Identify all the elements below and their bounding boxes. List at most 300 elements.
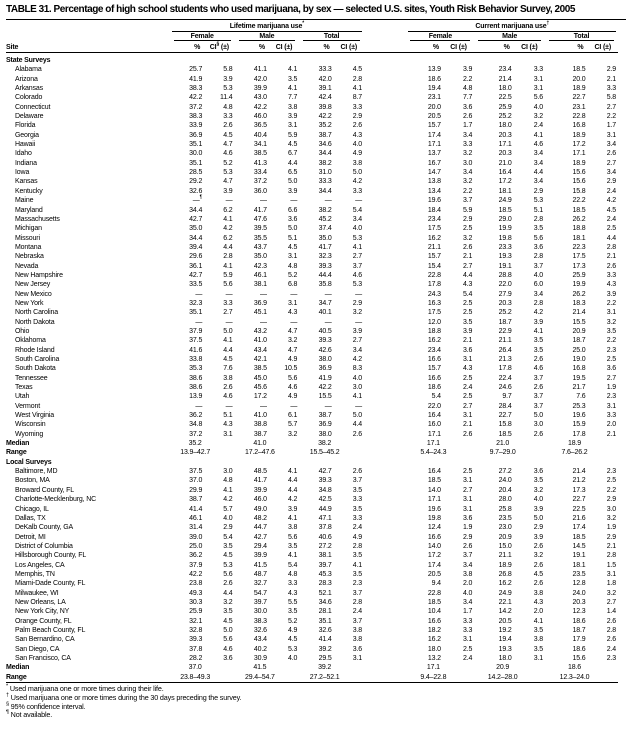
current-male-ci: 2.6: [533, 542, 544, 550]
lifetime-male-ci: 4.6: [287, 384, 298, 392]
current-female-pct: 16.6: [427, 617, 441, 625]
lifetime-total-pct: 31.0: [318, 169, 332, 177]
lifetime-total-pct: —: [324, 318, 332, 326]
current-female-pct: 16.2: [427, 337, 441, 345]
column-gap: [364, 187, 406, 196]
lifetime-total-ci: —: [355, 290, 363, 298]
column-gap: [364, 392, 406, 401]
ci-header: CI§ (±): [204, 41, 234, 53]
lifetime-male-ci: 4.7: [287, 327, 298, 335]
current-female-ci: 1.7: [462, 122, 473, 130]
lifetime-total-pct: 45.3: [318, 570, 332, 578]
lifetime-male-ci: 4.9: [287, 626, 298, 634]
column-gap: [364, 20, 406, 32]
current-total-ci: 3.9: [606, 290, 616, 298]
current-male-ci: 3.7: [533, 262, 544, 270]
lifetime-male-pct: 43.7: [253, 243, 267, 251]
table-row: [6, 318, 618, 327]
lifetime-female-pct: 36.2: [189, 412, 203, 420]
column-gap: [364, 290, 406, 299]
current-female-pct: 15.7: [427, 365, 441, 373]
lifetime-total-ci: 3.1: [352, 655, 363, 662]
current-male-ci: 3.7: [533, 374, 544, 382]
column-gap: [364, 626, 406, 635]
table-row: [6, 579, 618, 588]
table-row: [6, 374, 618, 383]
lifetime-male-pct: —: [260, 318, 267, 326]
site-name: North Carolina: [15, 309, 59, 317]
current-female-ci: 3.2: [462, 150, 473, 158]
lifetime-male-pct: 38.8: [253, 421, 267, 429]
current-male-pct: 21.0: [498, 159, 512, 167]
current-total-ci: 2.7: [606, 103, 616, 111]
current-total-ci: 2.8: [606, 243, 616, 251]
lifetime-male-ci: 4.8: [287, 262, 298, 270]
lifetime-female-ci: 3.3: [223, 113, 233, 121]
table-row: [6, 505, 618, 514]
column-gap: [364, 32, 406, 41]
current-female-pct: 17.4: [427, 131, 441, 139]
table-row: [6, 420, 618, 429]
current-female-ci: 2.5: [462, 309, 473, 317]
current-female-ci: 3.3: [462, 141, 473, 149]
lifetime-male-pct: 35.5: [253, 234, 267, 242]
column-gap: [364, 168, 406, 177]
lifetime-female-pct: 25.9: [189, 608, 203, 616]
current-female-ci: 2.4: [462, 384, 473, 392]
current-female-pct: 12.4: [427, 524, 441, 532]
lifetime-female-ci: 4.5: [223, 617, 233, 625]
lifetime-female-ci: 5.9: [223, 271, 233, 279]
lifetime-total-ci: 3.8: [352, 636, 363, 644]
lifetime-total-pct: 44.9: [318, 505, 332, 513]
column-gap: [364, 486, 406, 495]
lifetime-female-pct: 38.3: [189, 113, 203, 121]
lifetime-male-ci: 4.5: [287, 243, 298, 251]
current-total-ci: 2.7: [606, 159, 616, 167]
lifetime-female-ci: 5.2: [223, 159, 233, 167]
current-male-ci: 3.6: [533, 243, 544, 251]
current-total-pct: 21.7: [572, 384, 586, 392]
lifetime-male-ci: 4.0: [287, 655, 298, 662]
current-female-ci: 2.1: [462, 421, 473, 429]
lifetime-female-ci: 4.6: [223, 645, 233, 653]
column-gap: [364, 65, 406, 74]
current-female-pct: 13.7: [427, 150, 441, 158]
current-male-ci: 3.1: [533, 75, 544, 83]
current-male-ci: 3.6: [533, 468, 544, 476]
lifetime-total-pct: 40.5: [318, 327, 332, 335]
current-female-pct: 14.0: [427, 542, 441, 550]
table-body: [6, 53, 618, 683]
site-name: Kentucky: [15, 187, 43, 195]
current-total-pct: 12.3: [572, 608, 586, 616]
lifetime-total-pct: 39.3: [318, 262, 332, 270]
lifetime-female-ci: 3.6: [223, 655, 233, 662]
lifetime-female-ci: 4.4: [223, 243, 233, 251]
lifetime-male-pct: 46.0: [253, 496, 267, 504]
lifetime-male-pct: 42.0: [253, 75, 267, 83]
current-male-ci: 3.9: [533, 533, 544, 541]
lifetime-male-ci: 3.2: [287, 337, 298, 345]
current-total-pct: 21.4: [572, 309, 586, 317]
current-female-ci: 2.6: [462, 113, 473, 121]
current-female-ci: 4.3: [462, 365, 473, 373]
lifetime-total-ci: 5.0: [352, 169, 363, 177]
current-total-ci: 4.2: [606, 197, 616, 205]
site-name: Oklahoma: [15, 337, 46, 345]
current-total-ci: 2.1: [606, 253, 616, 261]
lifetime-total-ci: 2.4: [352, 608, 363, 616]
table-row: [6, 364, 618, 373]
column-gap: [364, 149, 406, 158]
current-male-pct: 26.8: [498, 570, 512, 578]
current-male-pct: 28.8: [498, 271, 512, 279]
lifetime-male-pct: 37.2: [253, 178, 267, 186]
current-male-pct: 17.1: [498, 141, 512, 149]
column-gap: [364, 93, 406, 102]
lifetime-female-ci: 5.3: [223, 561, 233, 569]
lifetime-male-ci: 6.6: [287, 206, 298, 214]
column-gap: [364, 131, 406, 140]
table-row: [6, 243, 618, 252]
lifetime-total-ci: —: [355, 318, 363, 326]
current-male-ci: 3.2: [533, 113, 544, 121]
lifetime-female-pct: 31.4: [189, 524, 203, 532]
current-female-ci: 2.5: [462, 299, 473, 307]
current-total-ci: 2.0: [606, 421, 616, 429]
current-male-ci: 3.2: [533, 552, 544, 560]
current-male-pct: 18.5: [498, 206, 512, 214]
section-label: State Surveys: [6, 57, 51, 64]
lifetime-female-pct: 42.2: [189, 94, 203, 102]
current-total-pct: 22.5: [572, 505, 586, 513]
lifetime-female-pct: 29.2: [189, 178, 203, 186]
current-total-pct: 17.8: [572, 430, 586, 438]
site-name: Montana: [15, 243, 42, 251]
current-total-pct: 18.1: [572, 561, 586, 569]
current-female-ci: 7.7: [462, 94, 473, 102]
column-gap: [364, 346, 406, 355]
lifetime-female-ci: 4.1: [223, 262, 233, 270]
current-total-pct: 18.9: [572, 159, 586, 167]
current-female-pct: 14.0: [427, 486, 441, 494]
current-male-pct: 22.7: [498, 412, 512, 420]
lifetime-total-pct: 36.9: [318, 421, 332, 429]
lifetime-female-ci: 2.6: [223, 580, 233, 588]
current-male-pct: 21.4: [498, 75, 512, 83]
lifetime-male-ci: 7.7: [287, 94, 298, 102]
current-total-pct: 18.6: [572, 645, 586, 653]
current-male-pct: 19.9: [498, 225, 512, 233]
site-name: Maryland: [15, 206, 43, 214]
column-gap: [364, 439, 406, 448]
lifetime-female-ci: 5.3: [223, 85, 233, 93]
footnote: * Used marijuana one or more times during their life.: [6, 683, 164, 694]
current-total-ci: 2.9: [606, 496, 616, 504]
lifetime-total-pct: 40.1: [318, 309, 332, 317]
lifetime-male-ci: 3.2: [287, 430, 298, 438]
lifetime-female-pct: 37.9: [189, 561, 203, 569]
table-row: [6, 589, 618, 598]
current-female-ci: 2.5: [462, 393, 473, 401]
current-total-pct: 20.0: [572, 75, 586, 83]
lifetime-male-pct: 48.5: [253, 468, 267, 476]
lifetime-total-pct: 38.2: [318, 206, 332, 214]
current-female-ci: 3.9: [462, 66, 473, 74]
current-total-summary: 7.6–26.2: [561, 449, 588, 457]
current-female-ci: 3.9: [462, 327, 473, 335]
lifetime-male-pct: 38.3: [253, 617, 267, 625]
current-total-ci: 1.9: [606, 524, 616, 532]
subheader-lifetime-total: [299, 32, 364, 41]
table-row: [6, 523, 618, 532]
current-total-pct: 26.2: [572, 290, 586, 298]
current-female-ci: 3.4: [462, 169, 473, 177]
lifetime-male-pct: 30.9: [253, 655, 267, 662]
lifetime-total-ci: 3.8: [352, 626, 363, 634]
site-name: Orange County, FL: [15, 617, 72, 625]
lifetime-total-ci: 5.3: [352, 281, 363, 289]
lifetime-male-ci: 4.9: [287, 356, 298, 363]
current-female-pct: 22.8: [427, 589, 441, 597]
table-row: [6, 84, 618, 93]
current-female-ci: 2.1: [462, 337, 473, 345]
current-total-ci: 3.5: [606, 327, 616, 335]
current-female-pct: 19.8: [427, 514, 441, 522]
current-total-ci: 3.1: [606, 570, 616, 578]
lifetime-female-pct: 39.4: [189, 243, 203, 251]
site-name: Georgia: [15, 131, 39, 139]
current-male-ci: 4.6: [533, 365, 544, 373]
current-male-pct: 22.5: [498, 94, 512, 102]
column-gap: [364, 374, 406, 383]
current-female-ci: 2.9: [462, 533, 473, 541]
table-row: [6, 336, 618, 345]
column-gap: [364, 645, 406, 654]
current-male-ci: 4.0: [533, 496, 544, 504]
current-total-ci: 5.8: [606, 94, 616, 102]
current-total-pct: 18.7: [572, 337, 586, 345]
current-female-pct: 16.3: [427, 299, 441, 307]
lifetime-male-pct: 34.1: [253, 141, 267, 149]
site-name: Vermont: [15, 402, 41, 410]
lifetime-female-ci: 4.1: [223, 215, 233, 223]
column-gap: [364, 411, 406, 420]
lifetime-total-pct: 42.0: [318, 75, 332, 83]
column-gap: [364, 41, 406, 53]
column-gap: [364, 252, 406, 261]
current-male-pct: 20.9: [498, 533, 512, 541]
lifetime-female-pct: 42.7: [189, 271, 203, 279]
lifetime-female-ci: 5.8: [223, 66, 233, 74]
lifetime-total-ci: 2.7: [352, 337, 363, 345]
lifetime-female-pct: —¶: [192, 194, 203, 205]
column-gap: [364, 243, 406, 252]
table-row: [6, 533, 618, 542]
current-total-pct: 22.7: [572, 94, 586, 102]
current-male-pct: 19.3: [498, 253, 512, 261]
table-row: [6, 121, 618, 130]
current-total-pct: 18.1: [572, 234, 586, 242]
lifetime-male-ci: 4.1: [287, 468, 298, 476]
subheader-current-female: [406, 32, 474, 41]
lifetime-total-pct: 42.7: [318, 468, 332, 476]
lifetime-female-pct: 38.7: [189, 496, 203, 504]
current-female-pct: 20.5: [427, 570, 441, 578]
lifetime-male-ci: 3.5: [287, 75, 298, 83]
lifetime-female-pct: 36.2: [189, 552, 203, 560]
lifetime-total-ci: 2.8: [352, 75, 363, 83]
column-gap: [364, 224, 406, 233]
lifetime-total-pct: 39.7: [318, 561, 332, 569]
ci-header: CI (±): [587, 41, 618, 53]
lifetime-total-summary: 27.2–52.1: [309, 673, 340, 681]
current-female-pct: 15.7: [427, 122, 441, 130]
current-female-ci: 3.3: [462, 626, 473, 634]
column-gap: [364, 140, 406, 149]
current-male-ci: 3.5: [533, 346, 544, 354]
lifetime-total-pct: 38.0: [318, 356, 332, 363]
current-female-pct: 13.2: [427, 655, 441, 662]
current-male-pct: 18.1: [498, 187, 512, 195]
lifetime-male-pct: 38.7: [253, 430, 267, 438]
table-row: [6, 140, 618, 149]
lifetime-male-pct: 38.5: [253, 150, 267, 158]
current-male-pct: 9.7: [502, 393, 512, 401]
current-male-pct: 21.3: [498, 356, 512, 363]
table-row: [6, 65, 618, 74]
site-name: New Hampshire: [15, 271, 63, 279]
current-male-ci: 4.0: [533, 103, 544, 111]
current-total-ci: 2.2: [606, 337, 616, 345]
current-total-ci: 2.7: [606, 598, 616, 606]
current-total-ci: 2.4: [606, 215, 616, 223]
current-total-ci: 2.8: [606, 626, 616, 634]
current-male-pct: 22.0: [498, 281, 512, 289]
lifetime-total-ci: 4.0: [352, 141, 363, 149]
current-female-pct: 20.0: [427, 103, 441, 111]
current-female-ci: 2.5: [462, 225, 473, 233]
current-female-ci: 1.9: [462, 524, 473, 532]
lifetime-female-pct: 34.4: [189, 234, 203, 242]
lifetime-total-pct: —: [324, 290, 332, 298]
current-male-pct: 17.2: [498, 178, 512, 186]
current-female-ci: 2.5: [462, 645, 473, 653]
current-female-ci: 5.4: [462, 290, 473, 298]
column-gap: [364, 561, 406, 570]
current-male-pct: 24.6: [498, 384, 512, 392]
lifetime-total-ci: 2.9: [352, 299, 363, 307]
lifetime-female-pct: 25.7: [189, 66, 203, 74]
site-name: Kansas: [15, 178, 38, 186]
current-total-ci: 1.5: [606, 561, 616, 569]
lifetime-female-ci: 4.4: [223, 589, 233, 597]
current-male-ci: 4.1: [533, 617, 544, 625]
lifetime-male-ci: 5.2: [287, 617, 298, 625]
current-female-ci: 4.8: [462, 85, 473, 93]
lifetime-female-pct: 37.5: [189, 468, 203, 476]
site-name: Memphis, TN: [15, 570, 55, 578]
table-row: [6, 551, 618, 560]
lifetime-total-ci: 3.5: [352, 552, 363, 560]
current-male-ci: 3.9: [533, 318, 544, 326]
lifetime-male-pct: 42.3: [253, 262, 267, 270]
lifetime-male-ci: 4.9: [287, 393, 298, 401]
current-total-pct: 16.8: [572, 122, 586, 130]
lifetime-total-ci: 2.8: [352, 598, 363, 606]
lifetime-female-ci: 5.3: [223, 169, 233, 177]
site-name: New York: [15, 299, 44, 307]
current-female-ci: 2.2: [462, 75, 473, 83]
current-total-pct: 12.8: [572, 580, 586, 588]
lifetime-male-ci: —: [290, 197, 298, 205]
current-female-ci: 3.6: [462, 514, 473, 522]
current-female-pct: 10.4: [427, 608, 441, 616]
lifetime-total-summary: 15.5–45.2: [309, 449, 340, 457]
current-male-ci: 4.1: [533, 131, 544, 139]
lifetime-total-ci: 4.2: [352, 178, 363, 186]
current-female-pct: 13.8: [427, 178, 441, 186]
lifetime-male-ci: 4.1: [287, 552, 298, 560]
column-gap: [364, 112, 406, 121]
current-female-ci: 2.0: [462, 580, 473, 588]
current-female-ci: 3.1: [462, 477, 473, 485]
current-male-ci: 3.5: [533, 645, 544, 653]
lifetime-male-pct: 42.2: [253, 103, 267, 111]
current-female-ci: 4.4: [462, 271, 473, 279]
lifetime-male-pct: 46.1: [253, 271, 267, 279]
lifetime-male-pct: 43.4: [253, 636, 267, 644]
lifetime-total-pct: 27.2: [318, 542, 332, 550]
table-row: [6, 252, 618, 261]
current-total-ci: 2.2: [606, 486, 616, 494]
site-name: Chicago, IL: [15, 505, 49, 513]
current-male-ci: 3.5: [533, 337, 544, 345]
current-female-pct: 13.9: [427, 66, 441, 74]
table-row: [6, 570, 618, 579]
current-male-pct: 25.9: [498, 103, 512, 111]
lifetime-male-ci: 4.7: [287, 346, 298, 354]
lifetime-total-ci: 2.6: [352, 430, 363, 438]
lifetime-male-pct: 38.1: [253, 281, 267, 289]
lifetime-female-pct: 32.6: [189, 187, 203, 195]
site-name: Indiana: [15, 159, 37, 167]
site-name: Arkansas: [15, 85, 43, 93]
lifetime-total-pct: 35.2: [318, 122, 332, 130]
lifetime-female-ci: 4.6: [223, 393, 233, 401]
lifetime-male-pct: 32.7: [253, 580, 267, 588]
lifetime-female-ci: 4.2: [223, 225, 233, 233]
lifetime-male-ci: 4.2: [287, 496, 298, 504]
column-gap: [364, 280, 406, 289]
lifetime-total-ci: 3.3: [352, 496, 363, 504]
current-total-ci: 3.1: [606, 309, 616, 317]
lifetime-total-pct: 34.7: [318, 299, 332, 307]
lifetime-male-pct: —: [260, 402, 267, 410]
lifetime-female-pct: 39.0: [189, 533, 203, 541]
lifetime-total-ci: 4.3: [352, 131, 363, 139]
current-male-pct: 20.4: [498, 486, 512, 494]
current-total-pct: 17.4: [572, 524, 586, 532]
column-gap: [364, 121, 406, 130]
lifetime-female-pct: 37.8: [189, 645, 203, 653]
lifetime-total-ci: 4.1: [352, 393, 363, 401]
table-row: [6, 626, 618, 635]
subheader-label: Total: [303, 33, 360, 41]
table-row: [6, 196, 618, 205]
summary-label: Median: [6, 440, 30, 448]
